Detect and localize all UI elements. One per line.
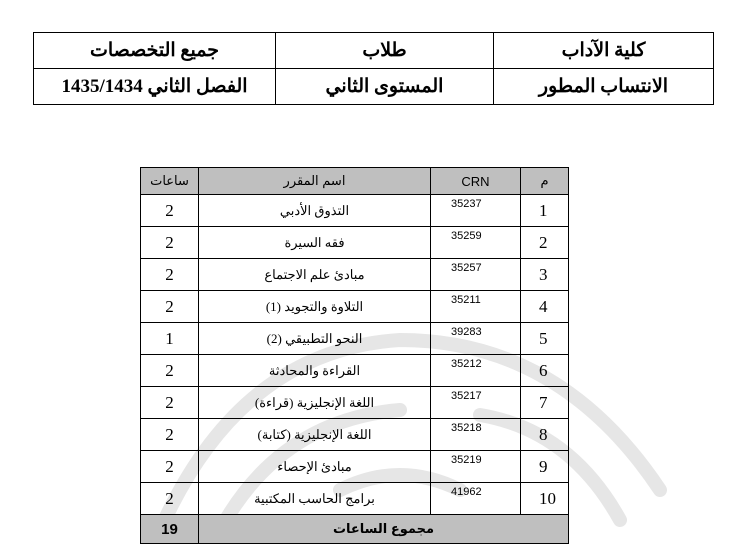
row-hours: 2	[141, 451, 199, 483]
row-course-name: النحو التطبيقي (2)	[199, 323, 431, 355]
total-row	[141, 515, 569, 544]
table-row	[141, 291, 569, 323]
level-cell: المستوى الثاني	[276, 69, 494, 105]
table-row	[141, 387, 569, 419]
row-crn: 35218	[431, 419, 521, 451]
row-hours: 2	[141, 227, 199, 259]
row-crn: 39283	[431, 323, 521, 355]
row-index: 6	[521, 355, 569, 387]
row-crn: 35212	[431, 355, 521, 387]
semester-cell: الفصل الثاني 1435/1434	[34, 69, 276, 105]
row-index: 3	[521, 259, 569, 291]
row-crn: 35259	[431, 227, 521, 259]
row-course-name: اللغة الإنجليزية (قراءة)	[199, 387, 431, 419]
course-rows	[141, 195, 569, 515]
table-row	[141, 227, 569, 259]
header-hours: ساعات	[141, 168, 199, 195]
row-index: 10	[521, 483, 569, 515]
row-hours: 1	[141, 323, 199, 355]
header-row-2	[34, 69, 714, 105]
row-course-name: القراءة والمحادثة	[199, 355, 431, 387]
total-label: مجموع الساعات	[199, 515, 569, 544]
row-index: 1	[521, 195, 569, 227]
row-course-name: التلاوة والتجويد (1)	[199, 291, 431, 323]
table-row	[141, 195, 569, 227]
table-row	[141, 355, 569, 387]
row-course-name: مبادئ علم الاجتماع	[199, 259, 431, 291]
table-row	[141, 451, 569, 483]
row-course-name: برامج الحاسب المكتبية	[199, 483, 431, 515]
row-index: 8	[521, 419, 569, 451]
row-index: 2	[521, 227, 569, 259]
row-index: 9	[521, 451, 569, 483]
header-row-1	[34, 33, 714, 69]
table-row	[141, 323, 569, 355]
college-cell: كلية الآداب	[494, 33, 714, 69]
majors-cell: جميع التخصصات	[34, 33, 276, 69]
audience-cell: طلاب	[276, 33, 494, 69]
row-index: 7	[521, 387, 569, 419]
row-course-name: مبادئ الإحصاء	[199, 451, 431, 483]
row-hours: 2	[141, 291, 199, 323]
row-course-name: التذوق الأدبي	[199, 195, 431, 227]
row-course-name: اللغة الإنجليزية (كتابة)	[199, 419, 431, 451]
total-hours: 19	[141, 515, 199, 544]
row-crn: 41962	[431, 483, 521, 515]
row-crn: 35237	[431, 195, 521, 227]
row-hours: 2	[141, 355, 199, 387]
row-crn: 35257	[431, 259, 521, 291]
table-row	[141, 483, 569, 515]
row-index: 4	[521, 291, 569, 323]
row-hours: 2	[141, 259, 199, 291]
row-crn: 35211	[431, 291, 521, 323]
header-crn: CRN	[431, 168, 521, 195]
row-hours: 2	[141, 387, 199, 419]
row-index: 5	[521, 323, 569, 355]
header-index: م	[521, 168, 569, 195]
table-row	[141, 419, 569, 451]
row-course-name: فقه السيرة	[199, 227, 431, 259]
program-cell: الانتساب المطور	[494, 69, 714, 105]
row-crn: 35219	[431, 451, 521, 483]
table-row	[141, 259, 569, 291]
course-table	[140, 167, 569, 544]
row-hours: 2	[141, 419, 199, 451]
header-table	[33, 32, 714, 105]
row-crn: 35217	[431, 387, 521, 419]
row-hours: 2	[141, 195, 199, 227]
course-table-header	[141, 168, 569, 195]
row-hours: 2	[141, 483, 199, 515]
header-course-name: اسم المقرر	[199, 168, 431, 195]
